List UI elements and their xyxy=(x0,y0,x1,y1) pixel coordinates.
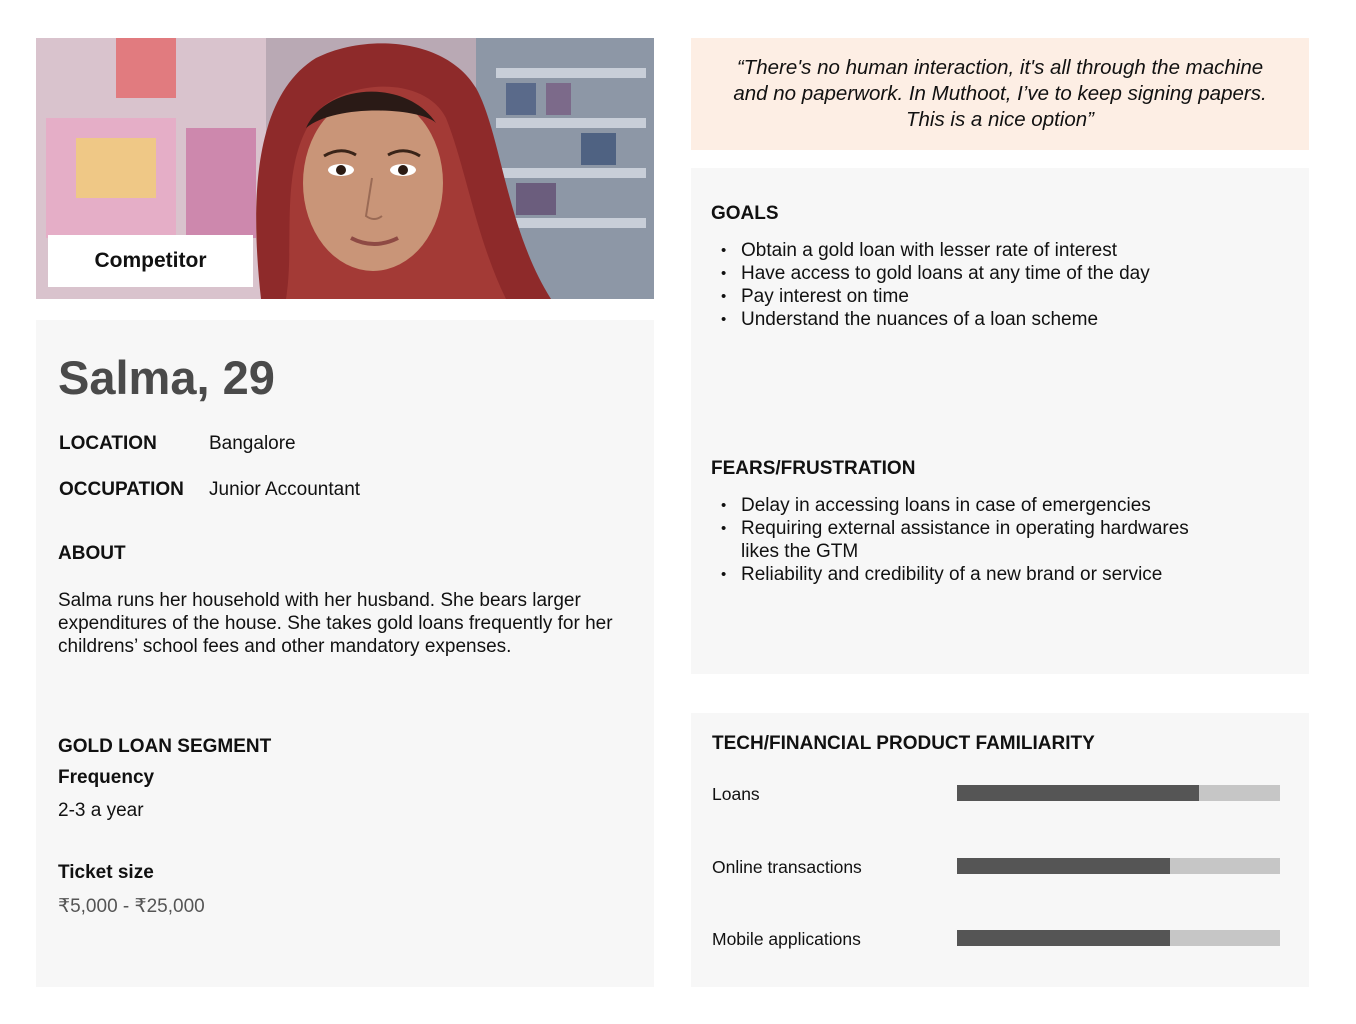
ticket-size-value: ₹5,000 - ₹25,000 xyxy=(58,896,205,917)
familiarity-label: Online transactions xyxy=(712,857,862,877)
ticket-size-label: Ticket size xyxy=(58,862,154,883)
frequency-value: 2-3 a year xyxy=(58,800,144,821)
segment-heading: GOLD LOAN SEGMENT xyxy=(58,736,272,757)
familiarity-card xyxy=(691,713,1309,987)
fears-list xyxy=(721,494,1221,586)
list-item: • Obtain a gold loan with lesser rate of interest xyxy=(721,239,1221,262)
familiarity-label: Loans xyxy=(712,784,760,804)
persona-quote xyxy=(691,38,1309,150)
persona-name: Salma, 29 xyxy=(58,351,275,404)
fears-heading: FEARS/FRUSTRATION xyxy=(711,458,916,479)
competitor-tag: Competitor xyxy=(48,235,253,287)
familiarity-bar-track xyxy=(957,785,1280,801)
list-item: • Reliability and credibility of a new brand or service xyxy=(721,563,1221,586)
list-item: • Pay interest on time xyxy=(721,285,1221,308)
occupation-label: OCCUPATION xyxy=(59,479,184,500)
familiarity-label: Mobile applications xyxy=(712,929,861,949)
familiarity-row-mobile-applications xyxy=(712,929,1282,949)
occupation-value: Junior Accountant xyxy=(209,479,361,500)
familiarity-heading: TECH/FINANCIAL PRODUCT FAMILIARITY xyxy=(712,733,1095,754)
familiarity-row-online-transactions xyxy=(712,857,1282,877)
familiarity-bar-fill xyxy=(957,930,1170,946)
frequency-label: Frequency xyxy=(58,767,155,788)
familiarity-row-loans xyxy=(712,784,1282,804)
goals-heading: GOALS xyxy=(711,203,779,224)
location-value: Bangalore xyxy=(209,433,296,454)
quote-text: “There's no human interaction, it's all through the machine and no paperwork. In Muthoot, I’ve to keep signing papers. This is a nice option” xyxy=(733,56,1267,131)
location-label: LOCATION xyxy=(59,433,157,454)
about-heading: ABOUT xyxy=(58,543,126,564)
about-text: Salma runs her household with her husband. She bears larger expenditures of the house. She takes gold loans frequently for her childrens’ school fees and other mandatory expenses. xyxy=(58,590,613,657)
list-item: • Delay in accessing loans in case of emergencies xyxy=(721,494,1221,517)
goals-list xyxy=(721,239,1221,331)
familiarity-bar-track xyxy=(957,858,1280,874)
familiarity-bar-fill xyxy=(957,785,1199,801)
familiarity-bar-track xyxy=(957,930,1280,946)
list-item: • Requiring external assistance in operating hardwares likes the GTM xyxy=(721,517,1221,563)
persona-photo xyxy=(36,38,654,299)
familiarity-bar-fill xyxy=(957,858,1170,874)
goals-fears-card xyxy=(691,168,1309,674)
list-item: • Understand the nuances of a loan scheme xyxy=(721,308,1221,331)
profile-card xyxy=(36,320,654,987)
list-item: • Have access to gold loans at any time of the day xyxy=(721,262,1221,285)
